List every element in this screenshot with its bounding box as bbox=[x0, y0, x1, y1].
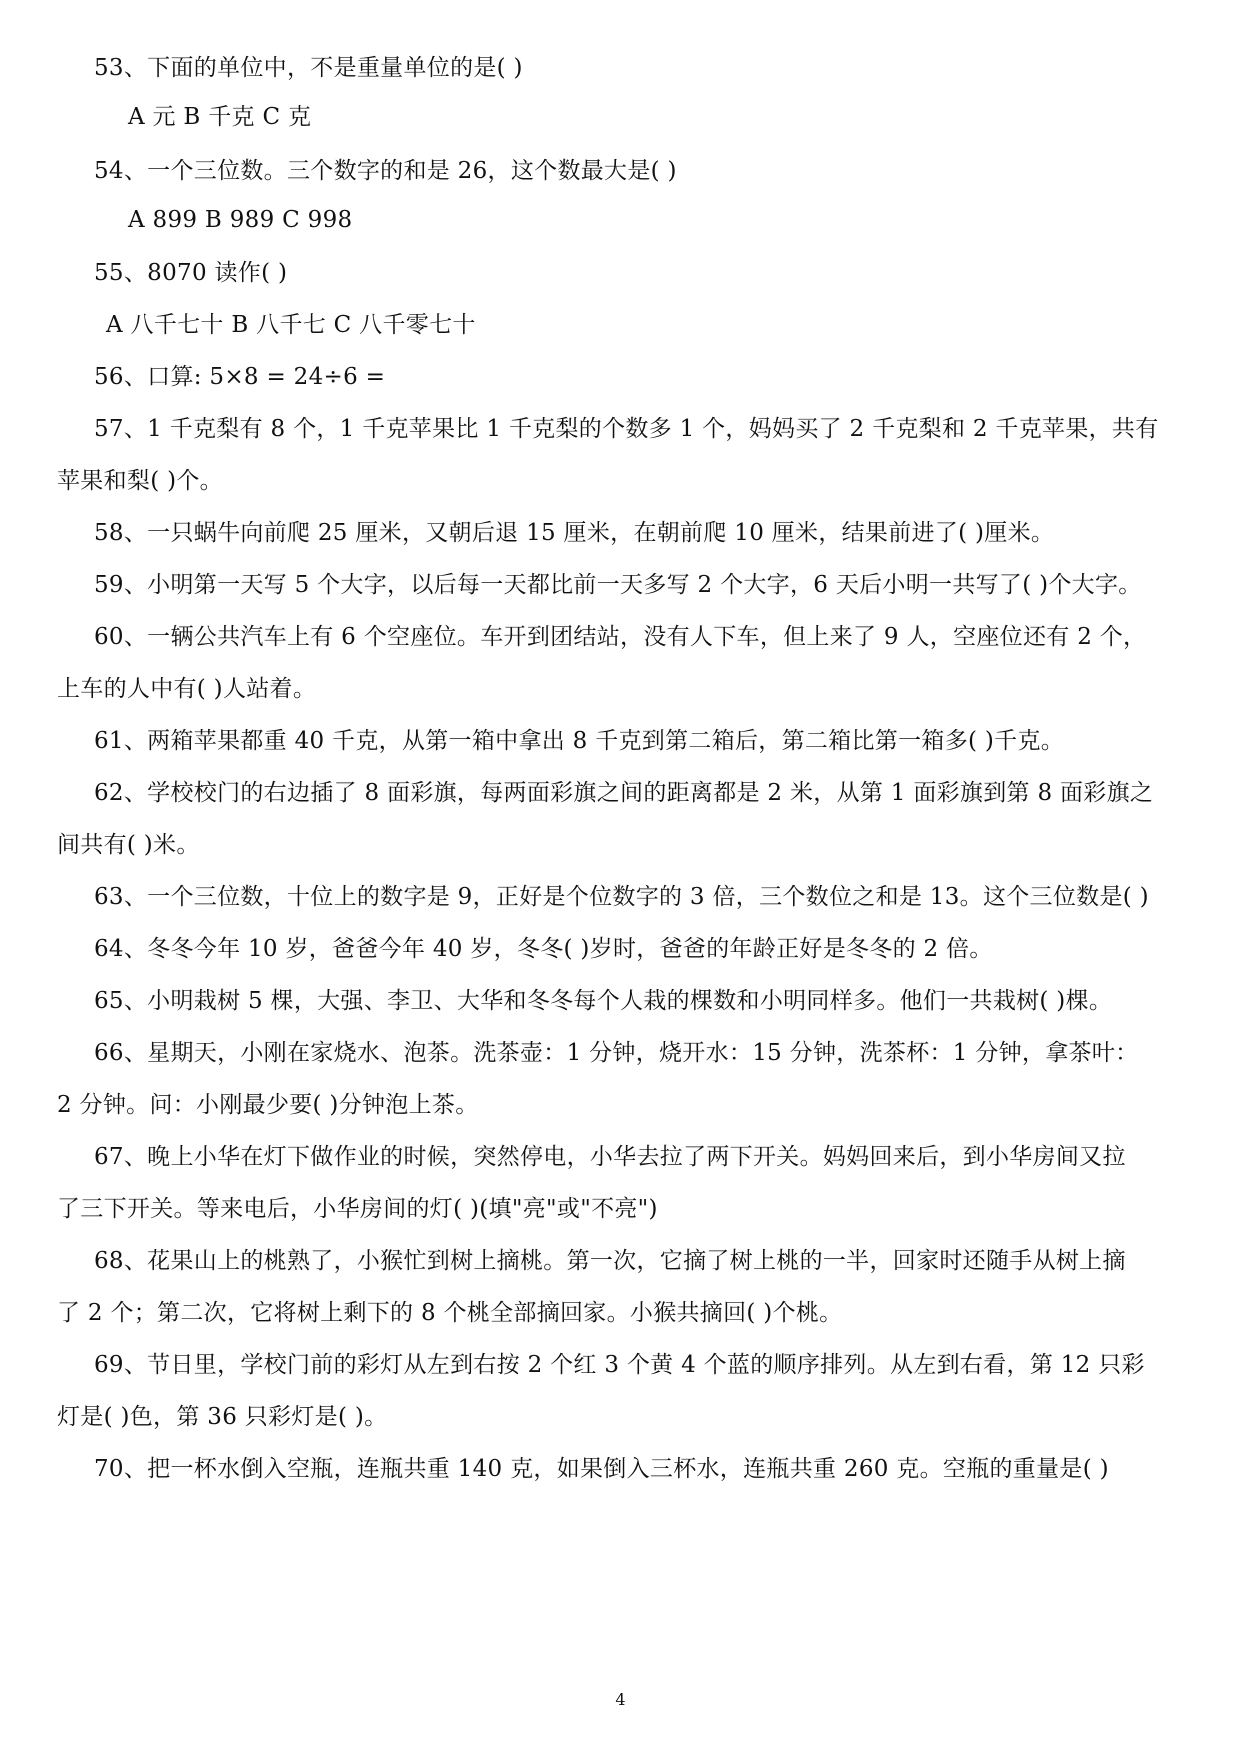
question-57-line-2: 苹果和梨( )个。 bbox=[57, 468, 223, 494]
question-60-line-1: 60、一辆公共汽车上有 6 个空座位。车开到团结站，没有人下车，但上来了 9 人，空座位还有 2 个， bbox=[94, 624, 1147, 650]
question-65: 65、小明栽树 5 棵，大强、李卫、大华和冬冬每个人栽的棵数和小明同样多。他们一共栽树( )棵。 bbox=[94, 988, 1113, 1014]
question-62-line-2: 间共有( )米。 bbox=[57, 832, 200, 858]
question-53: 53、下面的单位中，不是重量单位的是( ) bbox=[94, 55, 523, 81]
question-68-line-2: 了 2 个；第二次，它将树上剩下的 8 个桃全部摘回家。小猴共摘回( )个桃。 bbox=[57, 1300, 843, 1326]
question-57-line-1: 57、1 千克梨有 8 个，1 千克苹果比 1 千克梨的个数多 1 个，妈妈买了 2 千克梨和 2 千克苹果，共有 bbox=[94, 416, 1159, 442]
question-68-line-1: 68、花果山上的桃熟了，小猴忙到树上摘桃。第一次，它摘了树上桃的一半，回家时还随手从树上摘 bbox=[94, 1248, 1126, 1274]
question-69-line-2: 灯是( )色，第 36 只彩灯是( )。 bbox=[57, 1404, 388, 1430]
question-59: 59、小明第一天写 5 个大字，以后每一天都比前一天多写 2 个大字，6 天后小明一共写了( )个大字。 bbox=[94, 572, 1142, 598]
question-60-line-2: 上车的人中有( )人站着。 bbox=[57, 676, 317, 702]
question-70: 70、把一杯水倒入空瓶，连瓶共重 140 克，如果倒入三杯水，连瓶共重 260 克。空瓶的重量是( ) bbox=[94, 1456, 1109, 1482]
question-66-line-2: 2 分钟。问：小刚最少要( )分钟泡上茶。 bbox=[57, 1092, 479, 1118]
question-61: 61、两箱苹果都重 40 千克，从第一箱中拿出 8 千克到第二箱后，第二箱比第一箱多( )千克。 bbox=[94, 728, 1065, 754]
question-63: 63、一个三位数，十位上的数字是 9，正好是个位数字的 3 倍，三个数位之和是 13。这个三位数是( ) bbox=[94, 884, 1149, 910]
question-69-line-1: 69、节日里，学校门前的彩灯从左到右按 2 个红 3 个黄 4 个蓝的顺序排列。从左到右看，第 12 只彩 bbox=[94, 1352, 1145, 1378]
question-53-options: A 元 B 千克 C 克 bbox=[128, 104, 312, 130]
question-62-line-1: 62、学校校门的右边插了 8 面彩旗，每两面彩旗之间的距离都是 2 米，从第 1 面彩旗到第 8 面彩旗之 bbox=[94, 780, 1154, 806]
question-64: 64、冬冬今年 10 岁，爸爸今年 40 岁，冬冬( )岁时，爸爸的年龄正好是冬冬的 2 倍。 bbox=[94, 936, 993, 962]
question-66-line-1: 66、星期天，小刚在家烧水、泡茶。洗茶壶：1 分钟，烧开水：15 分钟，洗茶杯：1 分钟，拿茶叶： bbox=[94, 1040, 1139, 1066]
page-number: 4 bbox=[615, 1690, 626, 1709]
question-56: 56、口算: 5×8 = 24÷6 = bbox=[94, 364, 386, 390]
question-58: 58、一只蜗牛向前爬 25 厘米，又朝后退 15 厘米，在朝前爬 10 厘米，结果前进了( )厘米。 bbox=[94, 520, 1055, 546]
question-55-options: A 八千七十 B 八千七 C 八千零七十 bbox=[106, 312, 476, 338]
question-55: 55、8070 读作( ) bbox=[94, 260, 288, 286]
question-54-options: A 899 B 989 C 998 bbox=[128, 207, 353, 233]
question-67-line-1: 67、晚上小华在灯下做作业的时候，突然停电，小华去拉了两下开关。妈妈回来后，到小华房间又拉 bbox=[94, 1144, 1126, 1170]
question-67-line-2: 了三下开关。等来电后，小华房间的灯( )(填"亮"或"不亮") bbox=[57, 1196, 658, 1222]
question-54: 54、一个三位数。三个数字的和是 26，这个数最大是( ) bbox=[94, 158, 677, 184]
